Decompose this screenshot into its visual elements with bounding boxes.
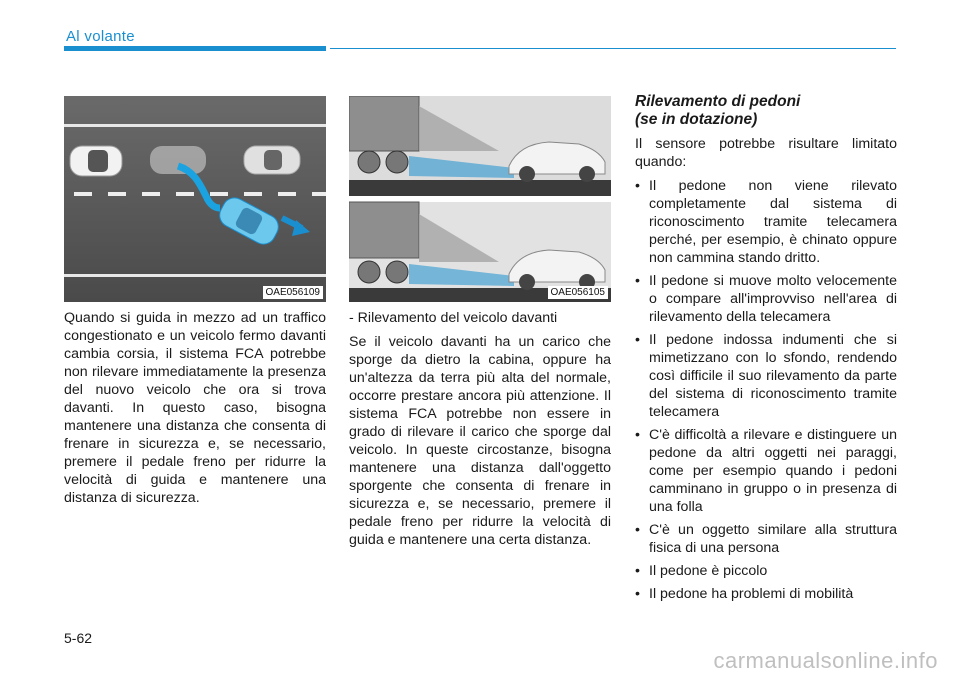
heading-line2: (se in dotazione) bbox=[635, 111, 758, 128]
heading-line1: Rilevamento di pedoni bbox=[635, 93, 801, 110]
list-item: • Il pedone è piccolo bbox=[635, 562, 897, 580]
watermark: carmanualsonline.info bbox=[713, 648, 938, 673]
col2-item: - Rilevamento del veicolo davanti bbox=[349, 310, 558, 326]
list-item: • C'è un oggetto similare alla struttura fisica di una persona bbox=[635, 521, 897, 557]
header-rule-thick bbox=[64, 46, 326, 51]
header-rule-thin bbox=[330, 48, 896, 49]
bullet-list bbox=[635, 177, 897, 603]
list-item: • Il pedone indossa indumenti che si mimetizzano con lo sfondo, rendendo così difficile il suo rilevamento da parte del sistema di riconoscimento tramite telecamera bbox=[635, 331, 897, 421]
col1-paragraph: Quando si guida in mezzo ad un traffico congestionato e un veicolo fermo davanti cambia corsia, il sistema FCA potrebbe non rilevare immediatamente la presenza del nuovo veicolo che ora si trova davanti. In questo caso, bisogna mantenere una distanza che consenta di frenare in sicurezza e, se necessario, premere il pedale freno per ridurre la velocità di guida e mantenere una distanza di sicurezza. bbox=[64, 310, 326, 506]
section-title: Al volante bbox=[66, 28, 135, 45]
list-item: • Il pedone si muove molto velocemente o compare all'improvviso nell'area di rilevamento della telecamera bbox=[635, 272, 897, 326]
col2-text bbox=[349, 309, 611, 549]
col3-text bbox=[635, 135, 897, 608]
list-item: • C'è difficoltà a rilevare e distinguere un pedone da altri oggetti nei paraggi, come per esempio quando i pedoni camminano in gruppo o in presenza di una folla bbox=[635, 426, 897, 516]
page-number: 5-62 bbox=[64, 630, 93, 646]
col3-heading bbox=[635, 93, 800, 129]
figure-code: OAE056109 bbox=[263, 286, 324, 299]
col1-text bbox=[64, 309, 326, 507]
front-car-icon bbox=[70, 146, 122, 176]
figure-truck-load bbox=[349, 96, 611, 302]
list-item: • Il pedone ha problemi di mobilità bbox=[635, 585, 897, 603]
figure-code: OAE056105 bbox=[548, 286, 609, 299]
lane-change-illustration bbox=[64, 96, 326, 302]
truck-load-illustration bbox=[349, 96, 611, 302]
col3-intro: Il sensore potrebbe risultare limitato quando: bbox=[635, 136, 897, 170]
list-item: • Il pedone non viene rilevato completamente dal sistema di riconoscimento tramite telecamera perché, per esempio, è chinato oppure non cammina stando dritto. bbox=[635, 177, 897, 267]
figure-lane-change bbox=[64, 96, 326, 302]
col2-paragraph: Se il veicolo davanti ha un carico che sporge da dietro la cabina, oppure ha un'altezza da terra più alta del normale, occorre prestare ancora più attenzione. Il sistema FCA potrebbe non essere in grado di rilevare il carico che sporge dal veicolo. In queste circostanze, bisogna mantenere una distanza dall'oggetto sporgente che consenta di frenare in sicurezza e, se necessario, premere il pedale freno per ridurre la velocità di guida e mantenere una certa distanza. bbox=[349, 334, 611, 548]
